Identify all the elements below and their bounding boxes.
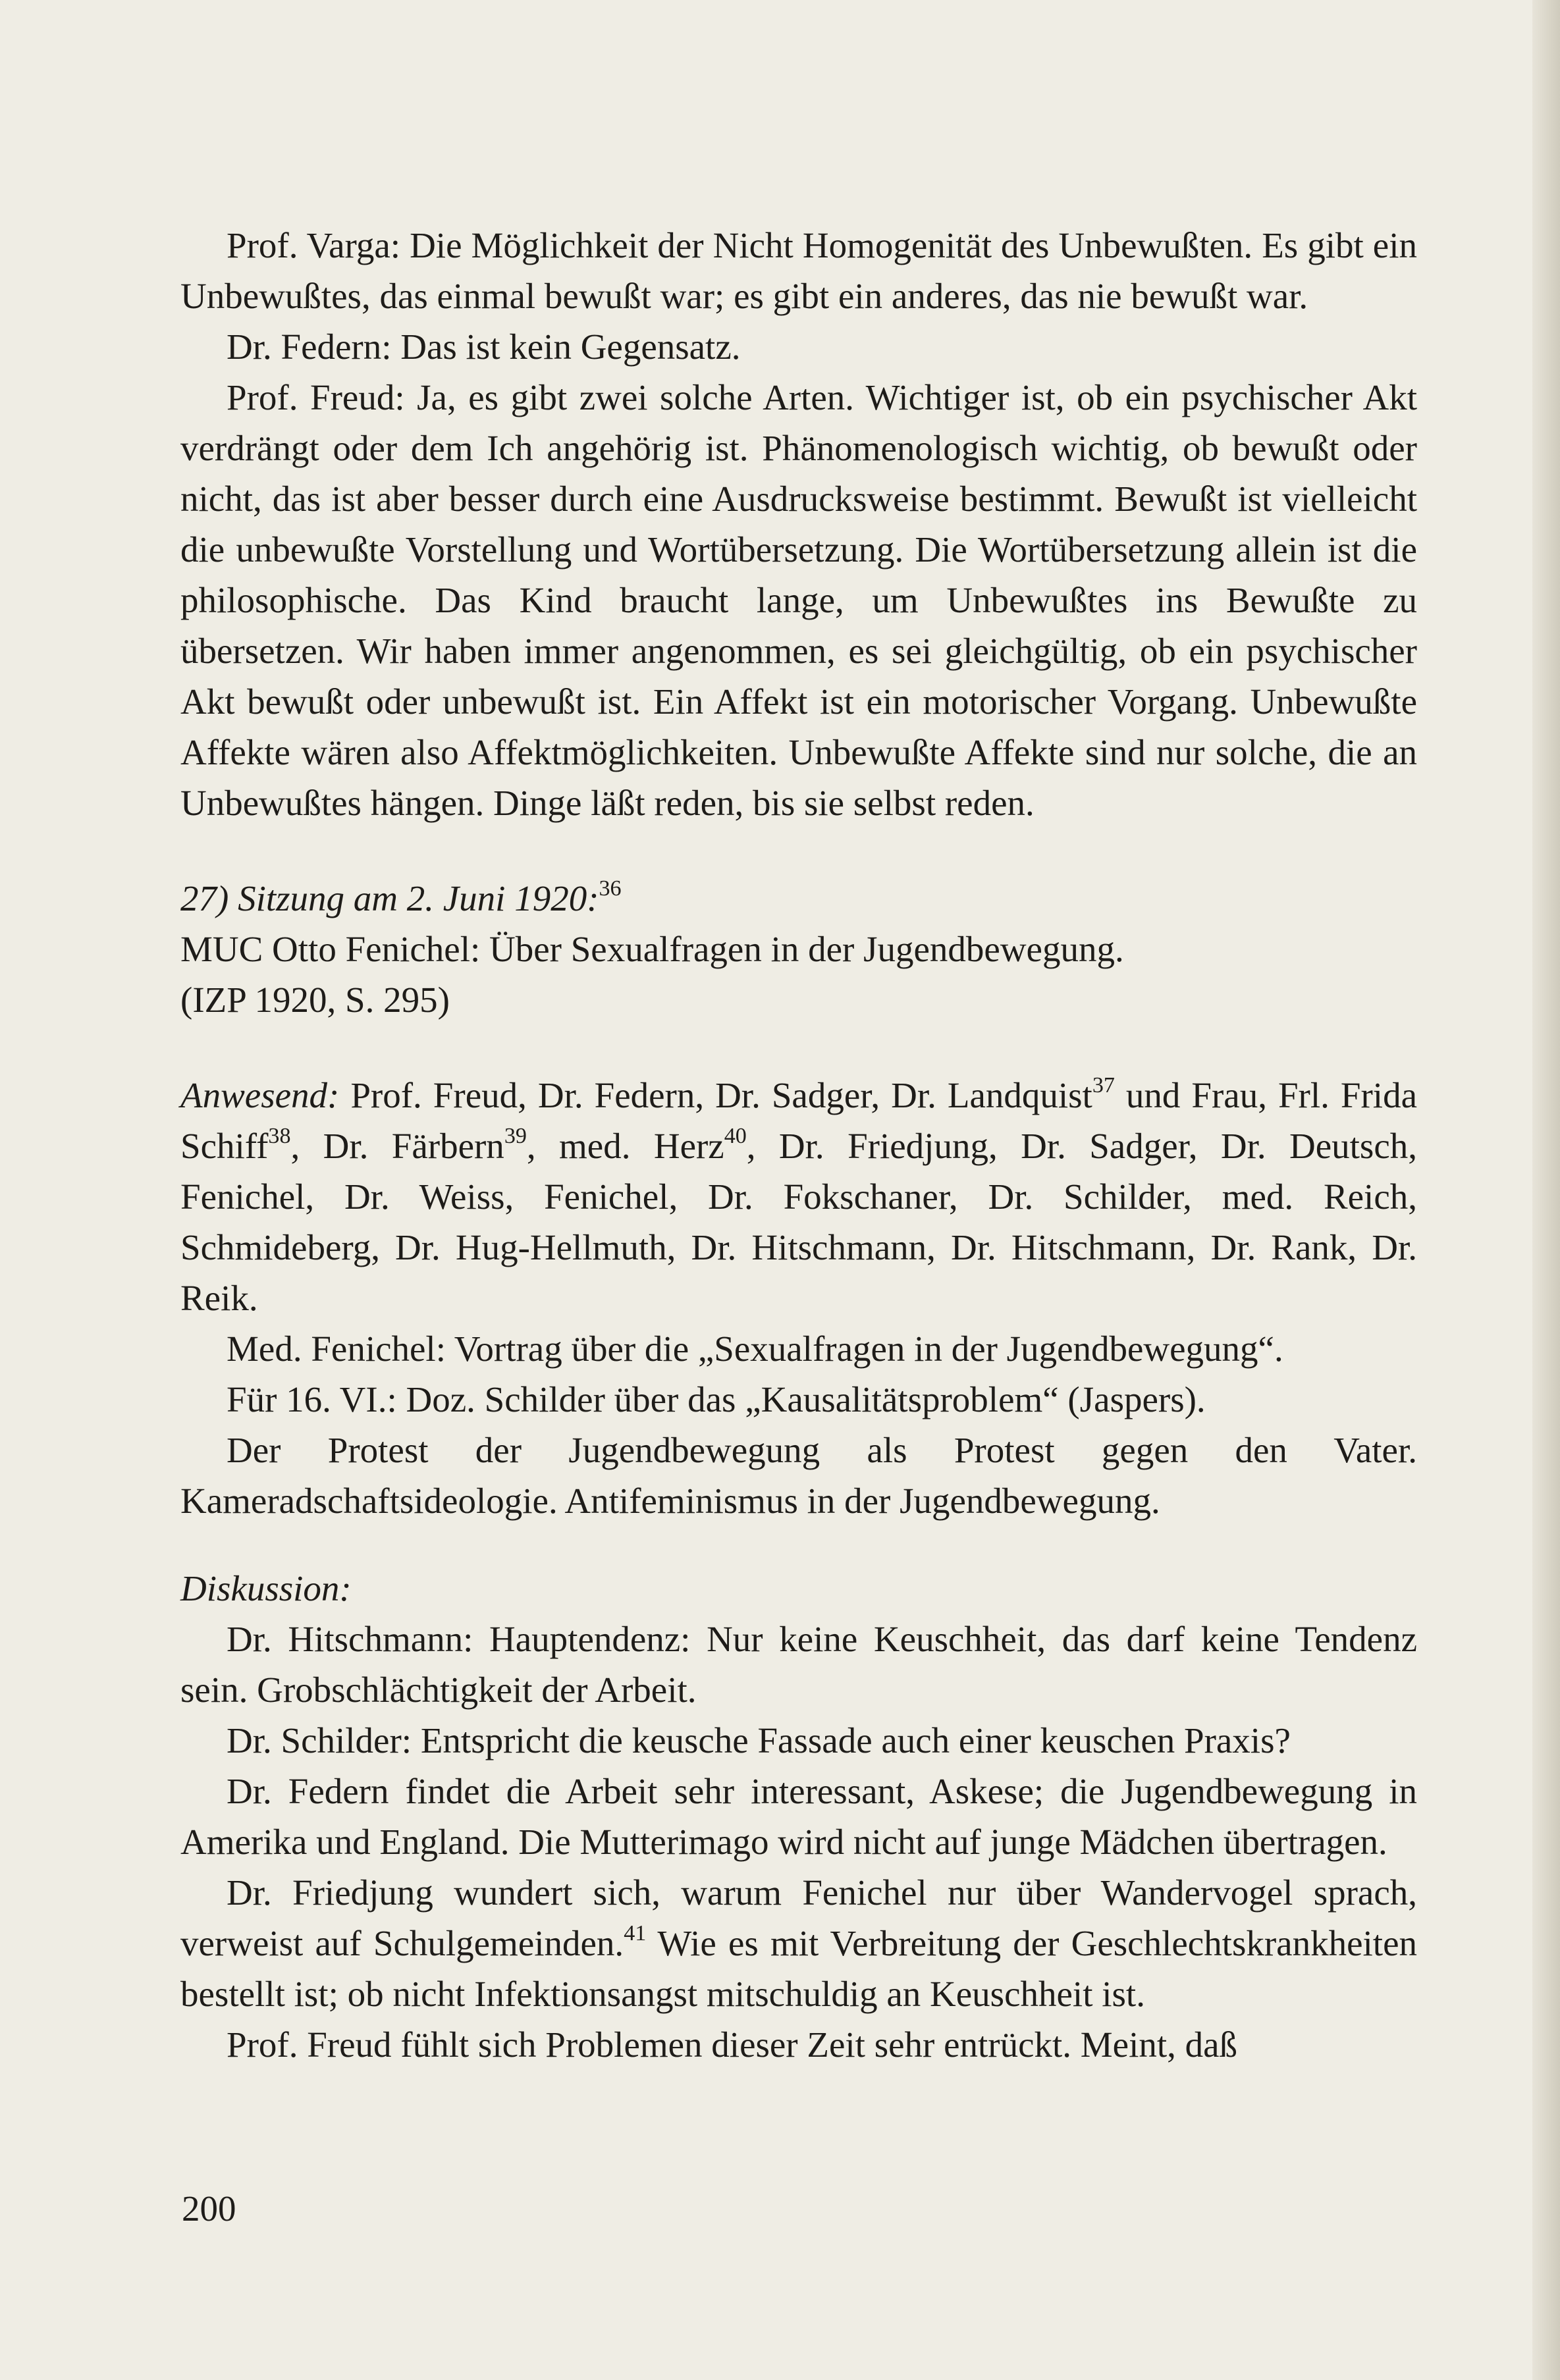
friedjung-text: Wie es mit Verbreitung der Geschlechtskrankheiten bestellt ist; ob nicht Infektionsangst mitschuldig an Keuschheit ist. xyxy=(180,1923,1417,2014)
footnote-ref-39: 39 xyxy=(504,1124,527,1149)
paragraph-federn-discussion: Dr. Federn findet die Arbeit sehr interessant, Askese; die Jugendbewegung in Amerika und England. Die Mutterimago wird nicht auf junge Mädchen übertragen. xyxy=(180,1771,1417,1862)
discussion-label: Diskussion: xyxy=(180,1568,352,1608)
paragraph-hitschmann: Dr. Hitschmann: Hauptendenz: Nur keine Keuschheit, das darf keine Tendenz sein. Grobschlächtigkeit der Arbeit. xyxy=(180,1619,1417,1710)
attendance-text: , Dr. Färbern xyxy=(290,1126,504,1166)
paragraph-schilder: Dr. Schilder: Entspricht die keusche Fassade auch einer keuschen Praxis? xyxy=(227,1720,1291,1760)
session-heading-text: 27) Sitzung am 2. Juni 1920: xyxy=(180,878,599,918)
paragraph-federn: Dr. Federn: Das ist kein Gegensatz. xyxy=(227,327,741,367)
page-gutter-shadow xyxy=(1532,0,1560,2380)
section-spacer xyxy=(180,1025,1417,1070)
friedjung-text: Dr. Friedjung wundert sich, warum Fenichel nur über Wandervogel sprach, verweist auf Schulgemeinden. xyxy=(180,1872,1417,1963)
paragraph-freud: Prof. Freud: Ja, es gibt zwei solche Arten. Wichtiger ist, ob ein psychischer Akt verdrängt oder dem Ich angehörig ist. Phänomenologisch wichtig, ob bewußt oder nicht, das ist aber besser durch eine Ausdrucksweise bestimmt. Bewußt ist vielleicht die unbewußte Vorstellung und Wortübersetzung. Die Wortübersetzung allein ist die philosophische. Das Kind braucht lange, um Unbewußtes ins Bewußte zu übersetzen. Wir haben immer angenommen, es sei gleichgültig, ob ein psychischer Akt bewußt oder unbewußt ist. Ein Affekt ist ein motorischer Vorgang. Unbewußte Affekte wären also Affektmöglichkeiten. Unbewußte Affekte sind nur solche, die an Unbewußtes hängen. Dinge läßt reden, bis sie selbst reden. xyxy=(180,377,1417,823)
section-spacer xyxy=(180,828,1417,873)
paragraph-freud-discussion: Prof. Freud fühlt sich Problemen dieser Zeit sehr entrückt. Meint, daß xyxy=(227,2024,1238,2065)
footnote-ref-40: 40 xyxy=(724,1124,747,1149)
page-body xyxy=(180,220,1417,2070)
session-heading xyxy=(180,873,1417,924)
attendance-text: Prof. Freud, Dr. Federn, Dr. Sadger, Dr. Landquist xyxy=(339,1075,1092,1115)
paragraph-next-session: Für 16. VI.: Doz. Schilder über das „Kausalitätsproblem“ (Jaspers). xyxy=(227,1379,1206,1419)
session-lecture: MUC Otto Fenichel: Über Sexualfragen in der Jugendbewegung. xyxy=(180,929,1124,969)
footnote-ref-38: 38 xyxy=(268,1124,291,1149)
paragraph-summary: Der Protest der Jugendbewegung als Protest gegen den Vater. Kameradschaftsideologie. Antifeminismus in der Jugendbewegung. xyxy=(180,1430,1417,1521)
attendance-text: und Frau, Frl. Frida Schiff xyxy=(180,1075,1417,1166)
attendance-text: , Dr. Friedjung, Dr. Sadger, Dr. Deutsch, Fenichel, Dr. Weiss, Fenichel, Dr. Fokschaner, Dr. Schilder, med. Reich, Schmideberg, Dr. Hug-Hellmuth, Dr. Hitschmann, Dr. Hitschmann, Dr. Rank, Dr. Reik. xyxy=(180,1126,1417,1318)
session-citation: (IZP 1920, S. 295) xyxy=(180,980,450,1020)
footnote-ref-41: 41 xyxy=(624,1921,647,1946)
attendance-label: Anwesend: xyxy=(180,1075,340,1115)
footnote-ref-37: 37 xyxy=(1092,1073,1115,1098)
footnote-ref-36: 36 xyxy=(599,876,622,901)
paragraph-friedjung xyxy=(180,1867,1417,2019)
paragraph-varga: Prof. Varga: Die Möglichkeit der Nicht Homogenität des Unbewußten. Es gibt ein Unbewußtes, das einmal bewußt war; es gibt ein anderes, das nie bewußt war. xyxy=(180,225,1417,316)
attendance-list xyxy=(180,1070,1417,1323)
section-spacer xyxy=(180,1526,1417,1563)
paragraph-fenichel-lecture: Med. Fenichel: Vortrag über die „Sexualfragen in der Jugendbewegung“. xyxy=(227,1329,1283,1369)
attendance-text: , med. Herz xyxy=(526,1126,724,1166)
page-number: 200 xyxy=(182,2188,236,2229)
